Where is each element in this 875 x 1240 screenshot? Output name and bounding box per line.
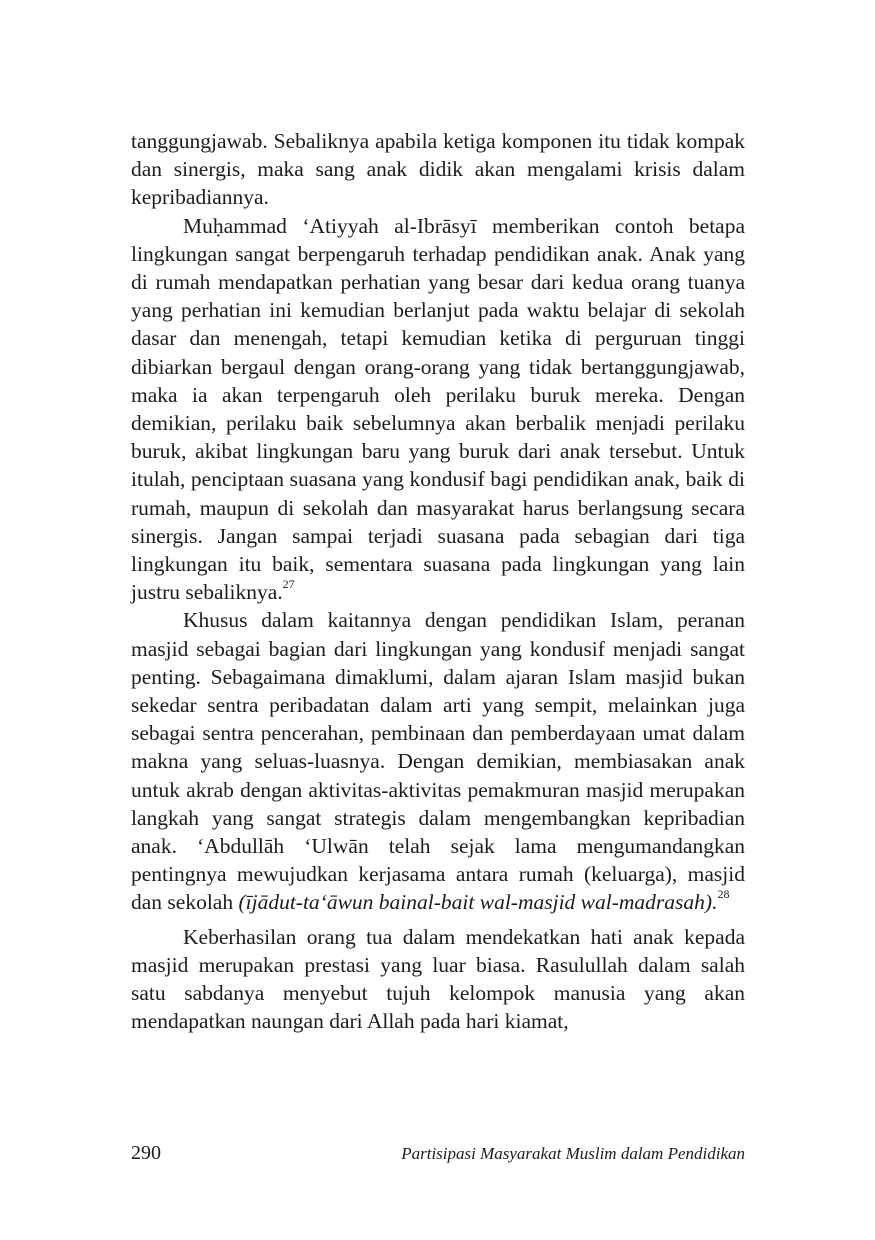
paragraph-4 bbox=[131, 923, 745, 1036]
footnote-marker: 27 bbox=[282, 577, 295, 592]
paragraph-text: Keberhasilan orang tua dalam mendekatkan hati anak kepada masjid merupakan prestasi yang luar biasa. Rasulullah dalam salah satu sabdanya menyebut tujuh kelompok manusia yang akan mendapatkan naungan dari Allah pada hari kiamat, bbox=[131, 924, 745, 1034]
paragraph-2 bbox=[131, 212, 745, 607]
paragraph-text: tanggungjawab. Sebaliknya apabila ketiga komponen itu tidak kompak dan sinergis, maka sang anak didik akan mengalami krisis dalam kepribadiannya. bbox=[131, 129, 745, 210]
footnote-marker: 28 bbox=[717, 887, 730, 902]
paragraph-text: Khusus dalam kaitannya dengan pendidikan Islam, peranan masjid sebagai bagian dari lingkungan yang kondusif menjadi sangat penting. Sebagaimana dimaklumi, dalam ajaran Islam masjid bukan sekedar sentra peribadatan dalam arti yang sempit, melainkan juga sebagai sentra pencerahan, pembinaan dan pemberdayaan umat dalam makna yang seluas-luasnya. Dengan demikian, membiasakan anak untuk akrab dengan aktivitas-aktivitas pemakmuran masjid merupakan langkah yang sangat strategis dalam mengembangkan kepribadian anak. ‘Abdullāh ‘Ulwān telah sejak lama mengumandangkan pentingnya mewujudkan kerjasama antara rumah (keluarga), masjid dan sekolah bbox=[131, 608, 745, 915]
body-text bbox=[131, 127, 745, 1036]
page-number: 290 bbox=[131, 1142, 161, 1164]
italic-phrase: (ījādut-ta‘āwun bainal-bait wal-masjid wal-madrasah). bbox=[238, 890, 718, 915]
paragraph-3 bbox=[131, 606, 745, 916]
running-title: Partisipasi Masyarakat Muslim dalam Pendidikan bbox=[401, 1144, 745, 1163]
page-footer bbox=[131, 1142, 745, 1165]
paragraph-text: Muḥammad ‘Atiyyah al-Ibrāsyī memberikan contoh betapa lingkungan sangat berpengaruh terhadap pendidikan anak. Anak yang di rumah mendapatkan perhatian yang besar dari kedua orang tuanya yang perhatian ini kemudian berlanjut pada waktu belajar di sekolah dasar dan menengah, tetapi kemudian ketika di perguruan tinggi dibiarkan bergaul dengan orang-orang yang tidak bertanggungjawab, maka ia akan terpengaruh oleh perilaku buruk mereka. Dengan demikian, perilaku baik sebelumnya akan berbalik menjadi perilaku buruk, akibat lingkungan baru yang buruk dari anak tersebut. Untuk itulah, penciptaan suasana yang kondusif bagi pendidikan anak, baik di rumah, maupun di sekolah dan masyarakat harus berlangsung secara sinergis. Jangan sampai terjadi suasana pada sebagian dari tiga lingkungan itu baik, sementara suasana pada lingkungan yang lain justru sebaliknya. bbox=[131, 213, 745, 605]
paragraph-1 bbox=[131, 127, 745, 212]
